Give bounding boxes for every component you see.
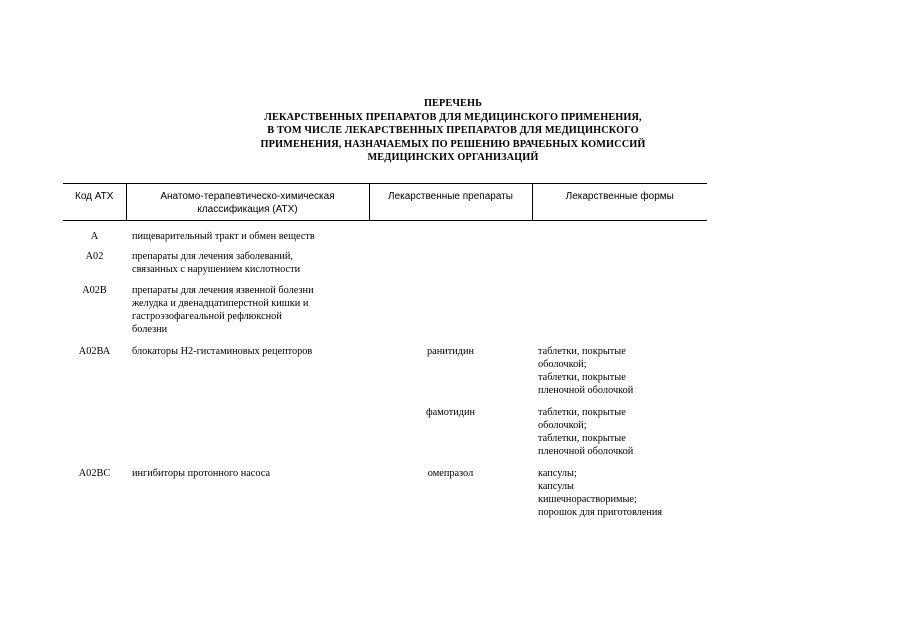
cell-dosage-form: капсулы; капсулы кишечнорастворимые; порошок для приготовления xyxy=(538,468,663,518)
cell-drug: омепразол xyxy=(427,468,474,479)
cell-atc-classification: ингибиторы протонного насоса xyxy=(132,468,271,479)
cell-atc-code: А02ВА xyxy=(78,346,111,357)
cell-drug xyxy=(369,276,532,336)
cell-drug xyxy=(369,243,532,276)
cell-atc-code: А xyxy=(90,231,99,242)
cell-dosage-form: таблетки, покрытые оболочкой; таблетки, покрытые пленочной оболочкой xyxy=(538,346,634,396)
title-line: ПРИМЕНЕНИЯ, НАЗНАЧАЕМЫХ ПО РЕШЕНИЮ ВРАЧЕБНЫХ КОМИССИЙ xyxy=(260,138,646,150)
table-row xyxy=(63,336,707,397)
cell-atc-code xyxy=(63,397,126,458)
table-row xyxy=(63,276,707,336)
cell-drug: фамотидин xyxy=(425,407,476,418)
cell-dosage-form: таблетки, покрытые оболочкой; таблетки, покрытые пленочной оболочкой xyxy=(538,407,634,457)
cell-atc-classification: препараты для лечения язвенной болезни желудка и двенадцатиперстной кишки и гастроэзофагеальной рефлюксной болезни xyxy=(132,285,314,335)
cell-drug xyxy=(369,221,532,244)
document-title xyxy=(200,97,706,165)
table-row xyxy=(63,243,707,276)
header-drugs: Лекарственные препараты xyxy=(369,184,532,221)
cell-atc-classification: блокаторы Н2-гистаминовых рецепторов xyxy=(132,346,313,357)
cell-atc-classification: препараты для лечения заболеваний, связанных с нарушением кислотности xyxy=(132,251,301,275)
cell-atc-code: А02ВС xyxy=(78,468,111,479)
title-line: В ТОМ ЧИСЛЕ ЛЕКАРСТВЕННЫХ ПРЕПАРАТОВ ДЛЯ МЕДИЦИНСКОГО xyxy=(267,125,639,137)
header-atc-code: Код АТХ xyxy=(63,184,126,221)
cell-atc-code: А02 xyxy=(85,251,104,262)
table-row xyxy=(63,397,707,458)
cell-drug: ранитидин xyxy=(426,346,474,357)
cell-atc-code: А02В xyxy=(82,285,107,296)
title-line: ПЕРЕЧЕНЬ xyxy=(423,98,483,109)
header-dosage-forms: Лекарственные формы xyxy=(532,184,707,221)
table-row xyxy=(63,458,707,519)
cell-atc-classification xyxy=(126,397,369,458)
table-row xyxy=(63,221,707,244)
table-header-row xyxy=(63,184,707,221)
cell-dosage-form xyxy=(532,276,707,336)
title-line: ЛЕКАРСТВЕННЫХ ПРЕПАРАТОВ ДЛЯ МЕДИЦИНСКОГО ПРИМЕНЕНИЯ, xyxy=(264,111,642,123)
cell-dosage-form xyxy=(532,243,707,276)
header-atc-classification: Анатомо-терапевтическо-химическая классификация (АТХ) xyxy=(126,184,369,221)
title-line: МЕДИЦИНСКИХ ОРГАНИЗАЦИЙ xyxy=(367,152,539,164)
cell-dosage-form xyxy=(532,221,707,244)
drug-list-table-wrapper xyxy=(63,183,707,519)
drug-list-table xyxy=(63,183,707,519)
cell-atc-classification: пищеварительный тракт и обмен веществ xyxy=(132,231,315,242)
